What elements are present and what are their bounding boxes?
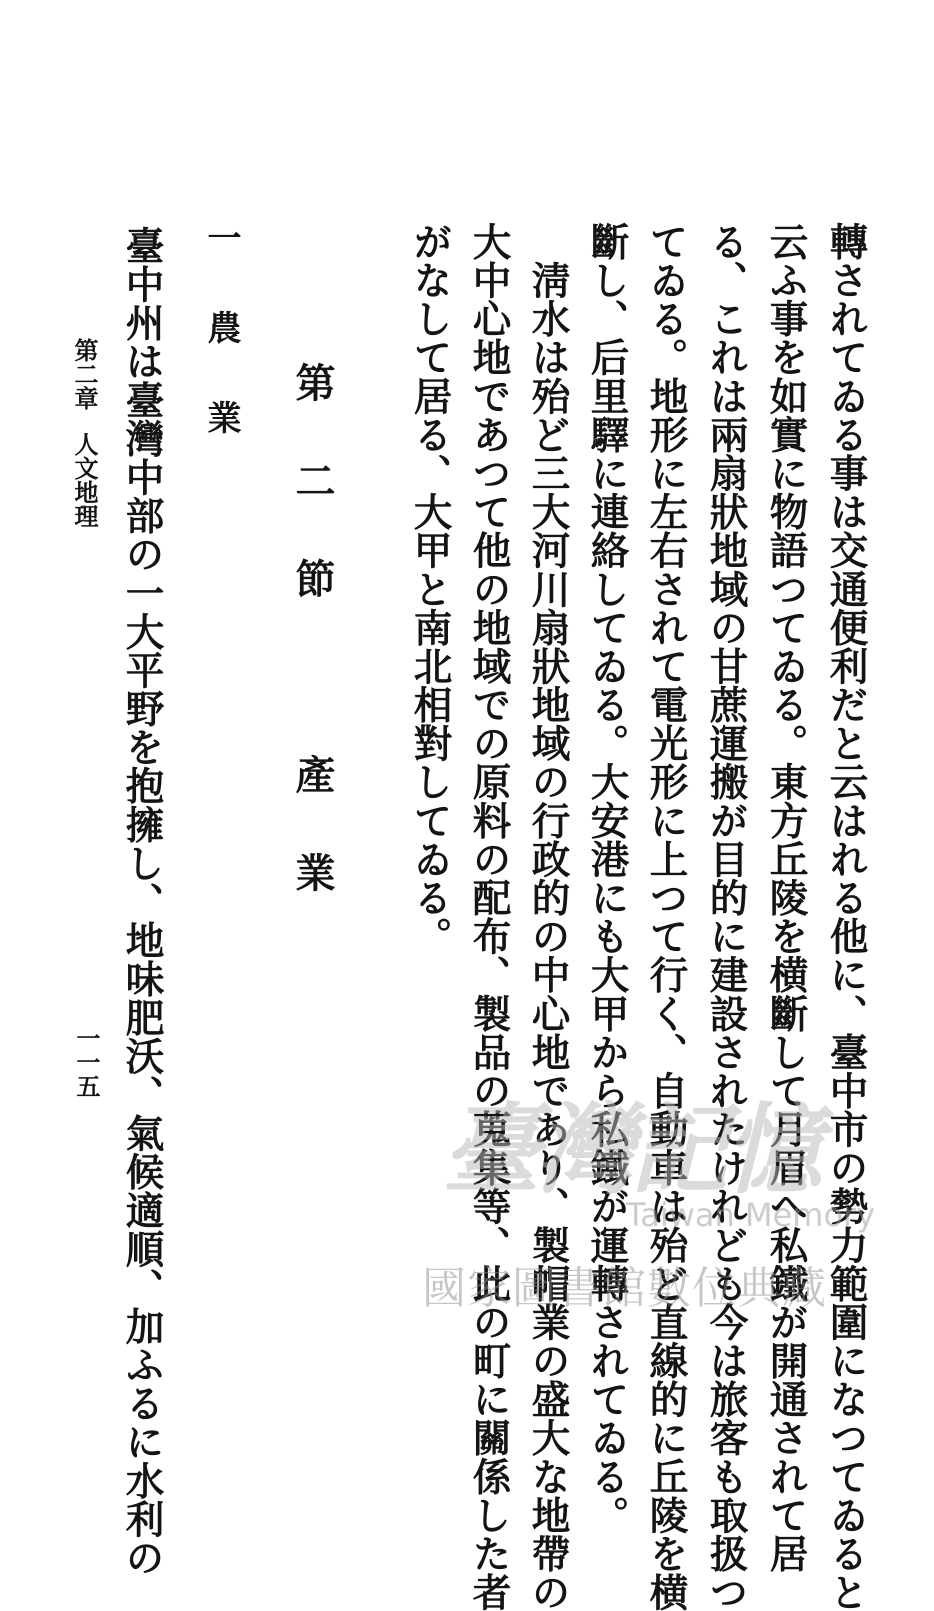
subsection-title: 農業 bbox=[201, 310, 241, 490]
paragraph-line-2: 云ふ事を如實に物語つてゐる。東方丘陵を横斷して月眉へ私鐵が開通されて居 bbox=[763, 222, 809, 1573]
section-heading: 第二節 產業 bbox=[289, 362, 336, 950]
page-number: 一一五 bbox=[72, 1026, 101, 1098]
subsection-number: 一 bbox=[201, 220, 241, 310]
running-header-title: 人文地理 bbox=[70, 432, 99, 528]
paragraph-line-6: 淸水は殆ど三大河川扇狀地域の行政的の中心地であり、製帽業の盛大な地帶の bbox=[525, 222, 571, 1611]
paragraph-line-4: てゐる。地形に左右されて電光形に上つて行く、自動車は殆ど直線的に丘陵を横 bbox=[643, 222, 689, 1611]
paragraph-line-final: 臺中州は臺灣中部の一大平野を抱擁し、地味肥沃、氣候適順、加ふるに水利の bbox=[119, 226, 165, 1577]
paragraph-line-8: がなして居る、大甲と南北相對してゐる。 bbox=[407, 222, 453, 956]
paragraph-line-1: 轉されてゐる事は交通便利だと云はれる他に、臺中市の勢力範圍になつてゐると bbox=[823, 222, 869, 1611]
watermark-script: 臺灣記憶 bbox=[442, 1093, 819, 1208]
watermark-org: 國家圖書館數位典藏 bbox=[422, 1263, 827, 1314]
paragraph-line-7: 大中心地であつて他の地域での原料の配布、製品の蒐集等、此の町に關係した者 bbox=[466, 222, 512, 1611]
watermark-latin: Taiwan Memory bbox=[626, 1196, 876, 1234]
running-header-chapter: 第二章 bbox=[70, 338, 99, 410]
paragraph-line-5: 斷し、后里驛に連絡してゐる。大安港にも大甲から私鐵が運轉されてゐる。 bbox=[584, 222, 630, 1535]
paragraph-line-3: る、これは兩扇狀地域の甘蔗運搬が目的に建設されたけれども今は旅客も取扱つ bbox=[703, 222, 749, 1611]
subsection-heading bbox=[201, 220, 241, 490]
running-header bbox=[70, 338, 99, 528]
library-watermark bbox=[418, 1072, 876, 1314]
